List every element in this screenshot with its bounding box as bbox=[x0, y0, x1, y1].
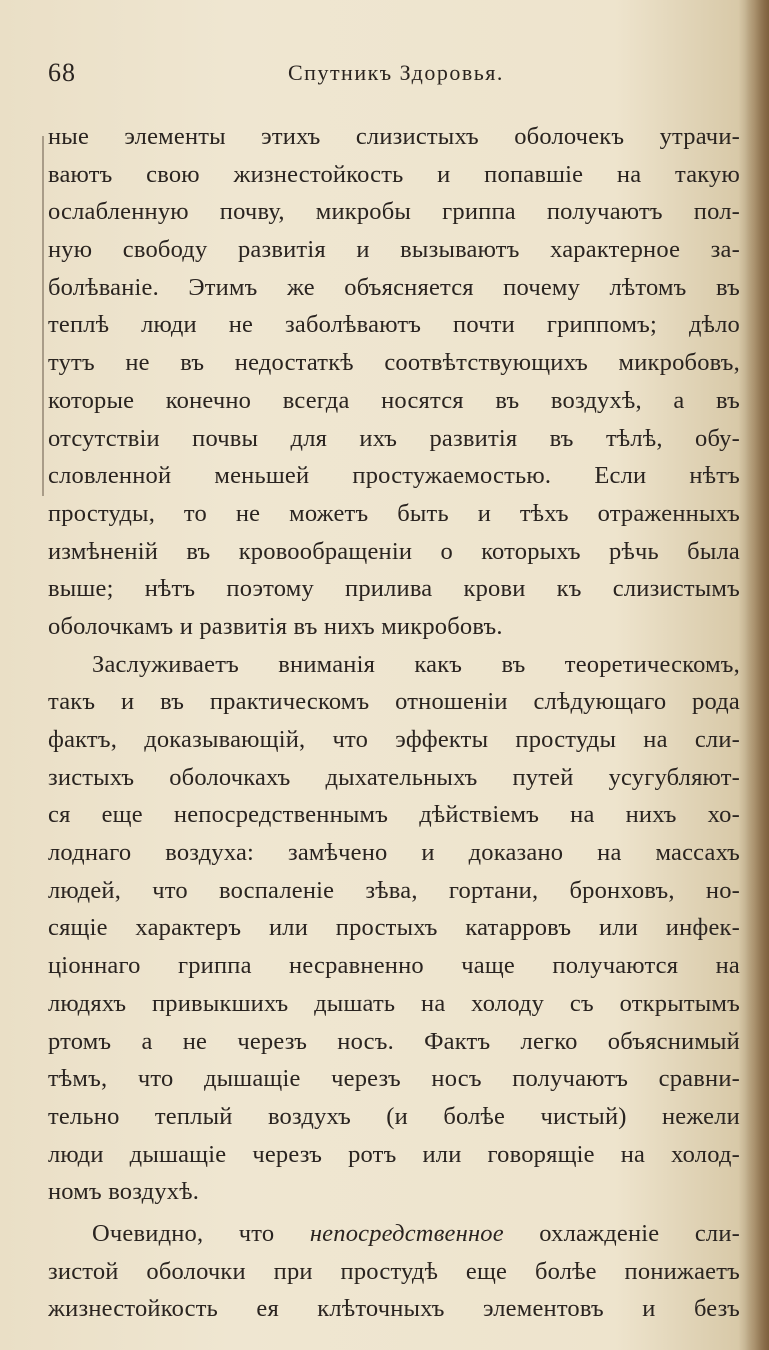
emphasized-word: непосредственное bbox=[309, 1219, 504, 1247]
body-text bbox=[48, 118, 740, 1328]
text-line: зистыхъ оболочкахъ дыхательныхъ путей усугубляют- bbox=[48, 763, 740, 791]
page-number: 68 bbox=[48, 58, 76, 87]
text-line: лоднаго воздуха: замѣчено и доказано на массахъ bbox=[48, 839, 740, 867]
page-header bbox=[48, 52, 738, 96]
text-line: выше; нѣтъ поэтому прилива крови къ слизистымъ bbox=[48, 575, 740, 603]
text-line: Заслуживаетъ вниманія какъ въ теоретическомъ, bbox=[92, 650, 740, 678]
text-line: ціоннаго гриппа несравненно чаще получаются на bbox=[48, 952, 740, 980]
text-line: зистой оболочки при простудѣ еще болѣе понижаетъ bbox=[48, 1257, 740, 1285]
text-fragment: Очевидно, что bbox=[92, 1219, 310, 1247]
text-line: ную свободу развитія и вызываютъ характерное за- bbox=[48, 236, 740, 264]
text-line: жизнестойкость ея клѣточныхъ элементовъ и безъ bbox=[48, 1295, 740, 1323]
text-line: людей, что воспаленіе зѣва, гортани, бронховъ, но- bbox=[48, 876, 740, 904]
text-line: люди дышащіе черезъ ротъ или говорящіе на холод- bbox=[48, 1140, 740, 1168]
text-line: сящіе характеръ или простыхъ катарровъ или инфек- bbox=[48, 914, 740, 942]
text-line: ослабленную почву, микробы гриппа получаютъ пол- bbox=[48, 198, 740, 226]
margin-mark bbox=[42, 136, 44, 496]
text-line: ные элементы этихъ слизистыхъ оболочекъ утрачи- bbox=[48, 123, 740, 150]
text-line: словленной меньшей простужаемостью. Если нѣтъ bbox=[48, 462, 740, 490]
text-line: которые конечно всегда носятся въ воздухѣ, а въ bbox=[48, 386, 740, 414]
page-edge-shadow bbox=[745, 0, 769, 1350]
text-line: тѣмъ, что дышащіе черезъ носъ получаютъ сравни- bbox=[48, 1065, 740, 1093]
text-line: людяхъ привыкшихъ дышать на холоду съ открытымъ bbox=[48, 989, 740, 1017]
text-line: теплѣ люди не заболѣваютъ почти гриппомъ; дѣло bbox=[48, 311, 740, 339]
text-line bbox=[48, 1215, 740, 1253]
text-line: номъ воздухѣ. bbox=[48, 1178, 200, 1206]
text-line: фактъ, доказывающій, что эффекты простуды на сли- bbox=[48, 726, 740, 753]
text-line: ваютъ свою жизнестойкость и попавшіе на такую bbox=[48, 160, 740, 188]
text-line: простуды, то не можетъ быть и тѣхъ отраженныхъ bbox=[48, 499, 740, 527]
text-fragment: охлажденіе сли- bbox=[503, 1219, 740, 1247]
text-line: тельно теплый воздухъ (и болѣе чистый) нежели bbox=[48, 1102, 740, 1130]
text-line: отсутствіи почвы для ихъ развитія въ тѣлѣ, обу- bbox=[48, 424, 740, 452]
text-line: такъ и въ практическомъ отношеніи слѣдующаго рода bbox=[48, 688, 740, 716]
text-line: ся еще непосредственнымъ дѣйствіемъ на нихъ хо- bbox=[48, 801, 740, 829]
paragraph-1 bbox=[48, 118, 740, 646]
running-title: Спутникъ Здоровья. bbox=[288, 60, 504, 85]
text-line: оболочкамъ и развитія въ нихъ микробовъ. bbox=[48, 612, 503, 640]
text-line: болѣваніе. Этимъ же объясняется почему лѣтомъ въ bbox=[48, 273, 740, 301]
paragraph-2 bbox=[48, 646, 740, 1211]
text-line: тутъ не въ недостаткѣ соотвѣтствующихъ микробовъ, bbox=[48, 349, 740, 377]
paragraph-3 bbox=[48, 1215, 740, 1328]
text-line: ртомъ а не черезъ носъ. Фактъ легко объяснимый bbox=[48, 1027, 740, 1055]
text-line: измѣненій въ кровообращеніи о которыхъ рѣчь была bbox=[48, 537, 740, 565]
